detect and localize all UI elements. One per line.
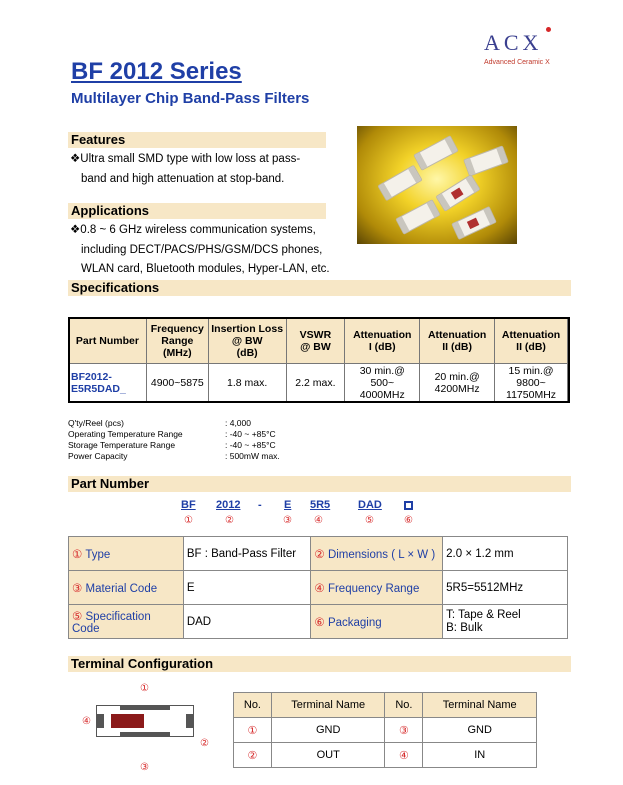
pn-row: [69, 605, 568, 639]
page-title: BF 2012 Series: [71, 58, 242, 85]
code-bf: BF: [181, 499, 196, 511]
terminal-header: No.: [385, 693, 423, 718]
pn-label-type: ① Type: [69, 537, 184, 571]
spec-header-row: [69, 318, 568, 364]
pn-value-material: E: [183, 571, 311, 605]
pn-value-packaging: T: Tape & Reel B: Bulk: [443, 605, 568, 639]
spec-header-attenuation-3: Attenuation II (dB): [495, 318, 568, 364]
pn-value-spec-code: DAD: [183, 605, 311, 639]
terminal-mark-bottom: ③: [140, 762, 149, 773]
polarity-mark: [111, 714, 144, 728]
code-mark: ⑥: [404, 515, 413, 526]
terminal-header: Terminal Name: [271, 693, 385, 718]
features-line: ❖Ultra small SMD type with low loss at pass-: [70, 153, 301, 165]
chip-image: [395, 199, 441, 235]
chip-image: [451, 206, 497, 240]
terminal-row: [234, 718, 537, 743]
terminal-no: ②: [234, 743, 272, 768]
terminal-header-row: [234, 693, 537, 718]
code-dash: -: [258, 499, 262, 511]
code-dad: DAD: [358, 499, 382, 511]
pn-value-type: BF : Band-Pass Filter: [183, 537, 311, 571]
terminal-mark-right: ②: [200, 738, 209, 749]
part-number-table: [68, 536, 568, 639]
chip-image: [435, 174, 480, 212]
pn-label-dimensions: ② Dimensions ( L × W ): [311, 537, 443, 571]
spec-attenuation-3: 15 min.@ 9800~ 11750MHz: [495, 364, 568, 403]
terminal-pad-left: [96, 714, 104, 728]
terminal-row: [234, 743, 537, 768]
spec-header-part-number: Part Number: [69, 318, 147, 364]
pn-row: [69, 571, 568, 605]
terminal-header: Terminal Name: [423, 693, 537, 718]
pn-row: [69, 537, 568, 571]
terminal-no: ③: [385, 718, 423, 743]
applications-heading: Applications: [68, 203, 326, 219]
terminal-pad-bottom: [120, 732, 170, 737]
terminal-no: ④: [385, 743, 423, 768]
terminal-mark-top: ①: [140, 683, 149, 694]
code-2012: 2012: [216, 499, 241, 511]
acx-logo: [484, 30, 574, 70]
spec-part-number: BF2012- E5R5DAD_: [69, 364, 147, 403]
product-photo: [357, 126, 517, 244]
applications-line: ❖0.8 ~ 6 GHz wireless communication systems,: [70, 224, 316, 236]
terminal-pad-right: [186, 714, 194, 728]
property-row: Storage Temperature Range : -40 ~ +85°C: [68, 440, 276, 450]
features-heading: Features: [68, 132, 326, 148]
terminal-heading: Terminal Configuration: [68, 656, 571, 672]
spec-header-insertion-loss: Insertion Loss @ BW (dB): [208, 318, 286, 364]
applications-text: [70, 221, 330, 280]
terminal-mark-left: ④: [82, 716, 91, 727]
features-text: [70, 150, 300, 189]
logo-dot: [546, 27, 551, 32]
spec-header-attenuation-2: Attenuation II (dB): [420, 318, 495, 364]
logo-text: ACX: [484, 30, 543, 55]
applications-line: WLAN card, Bluetooth modules, Hyper-LAN, etc.: [81, 263, 330, 275]
chip-image: [463, 145, 509, 176]
properties-list: [68, 418, 280, 462]
code-mark: ④: [314, 515, 323, 526]
spec-attenuation-2: 20 min.@ 4200MHz: [420, 364, 495, 403]
specifications-table: [68, 317, 568, 403]
pn-label-packaging: ⑥ Packaging: [311, 605, 443, 639]
spec-header-attenuation-1: Attenuation I (dB): [345, 318, 420, 364]
terminal-table: [233, 692, 537, 768]
property-row: Power Capacity : 500mW max.: [68, 451, 280, 461]
part-number-heading: Part Number: [68, 476, 571, 492]
pn-label-spec-code: ⑤ Specification Code: [69, 605, 184, 639]
spec-frequency: 4900~5875: [146, 364, 208, 403]
spec-insertion-loss: 1.8 max.: [208, 364, 286, 403]
spec-header-vswr: VSWR @ BW: [286, 318, 345, 364]
terminal-name: OUT: [271, 743, 385, 768]
pn-value-frequency: 5R5=5512MHz: [443, 571, 568, 605]
spec-header-frequency: Frequency Range (MHz): [146, 318, 208, 364]
terminal-name: GND: [423, 718, 537, 743]
property-row: Q'ty/Reel (pcs) : 4,000: [68, 418, 251, 428]
code-mark: ⑤: [365, 515, 374, 526]
code-mark: ③: [283, 515, 292, 526]
applications-line: including DECT/PACS/PHS/GSM/DCS phones,: [81, 243, 323, 256]
pn-label-frequency: ④ Frequency Range: [311, 571, 443, 605]
terminal-name: IN: [423, 743, 537, 768]
terminal-pad-top: [120, 705, 170, 710]
pn-label-material: ③ Material Code: [69, 571, 184, 605]
spec-data-row: [69, 364, 568, 403]
chip-image: [377, 165, 422, 202]
terminal-name: GND: [271, 718, 385, 743]
page-subtitle: Multilayer Chip Band-Pass Filters: [71, 90, 310, 107]
code-mark: ①: [184, 515, 193, 526]
pn-value-dimensions: 2.0 × 1.2 mm: [443, 537, 568, 571]
spec-attenuation-1: 30 min.@ 500~ 4000MHz: [345, 364, 420, 403]
features-line: band and high attenuation at stop-band.: [81, 172, 285, 185]
specifications-heading: Specifications: [68, 280, 571, 296]
code-packaging-box-icon: [404, 501, 413, 510]
spec-vswr: 2.2 max.: [286, 364, 345, 403]
code-mark: ②: [225, 515, 234, 526]
terminal-diagram: [96, 705, 194, 737]
terminal-header: No.: [234, 693, 272, 718]
terminal-no: ①: [234, 718, 272, 743]
code-5r5: 5R5: [310, 499, 331, 511]
chip-image: [413, 135, 459, 171]
logo-subtitle: Advanced Ceramic X: [484, 59, 550, 66]
property-row: Operating Temperature Range : -40 ~ +85°C: [68, 429, 276, 439]
code-e: E: [284, 499, 292, 511]
